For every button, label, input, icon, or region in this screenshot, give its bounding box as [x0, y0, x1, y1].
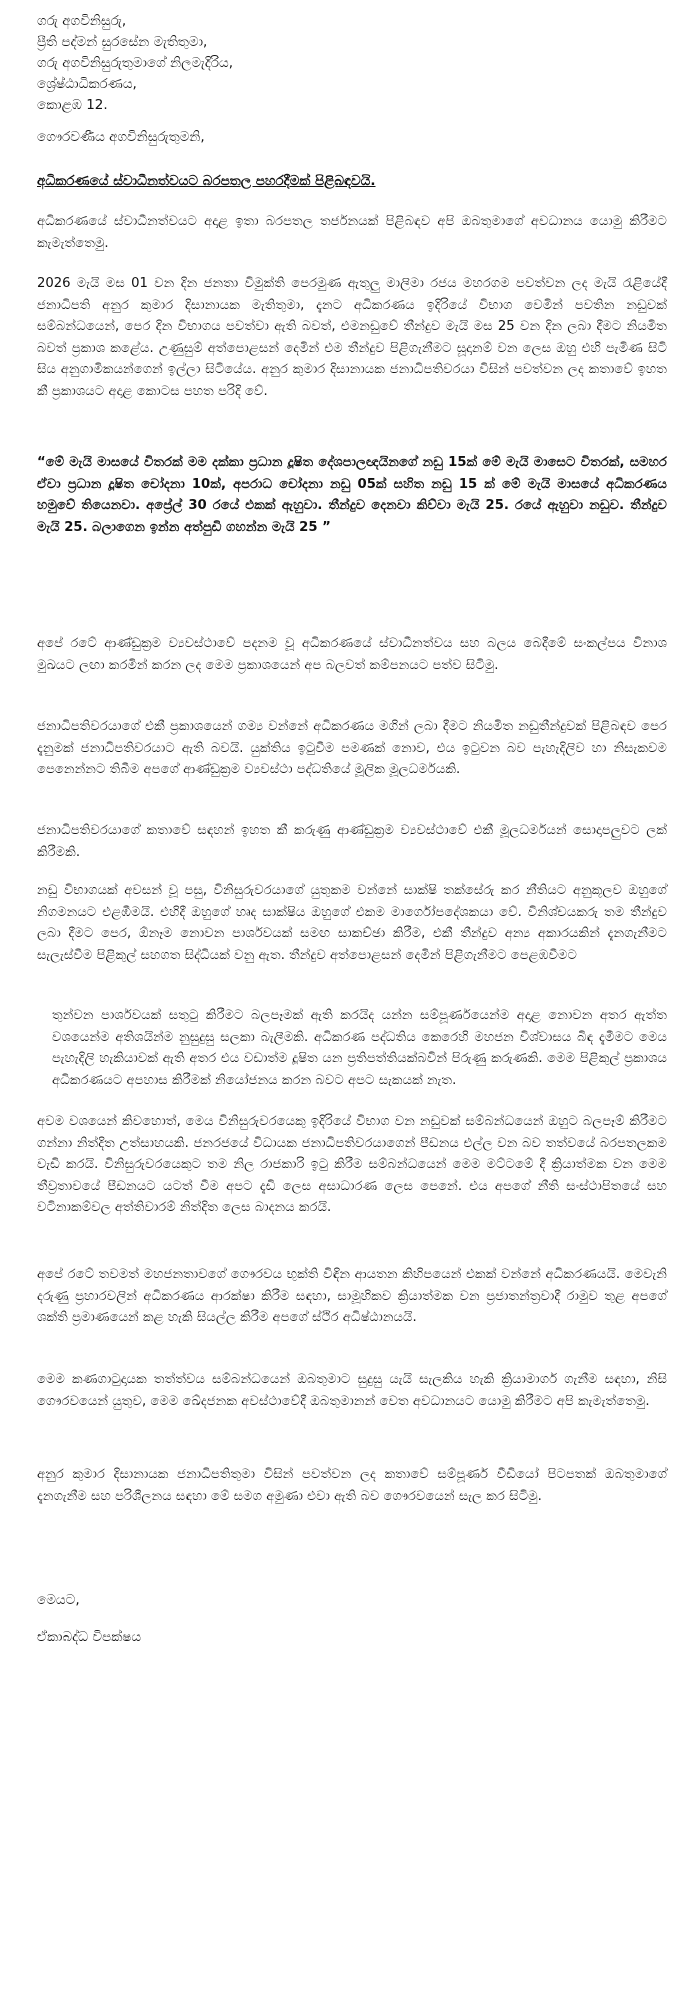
paragraph-pressure: අවම වශයෙන් කිවහොත්, මෙය විනිසුරුවරයෙකු ඉදිරියේ විභාග වන නඩුවක් සම්බන්ධයෙන් ඔහුට බලපෑම් කිරීමට ගන්නා නිත්දිත උත්සාහයකි. ජනරජයේ විධායක ජනාධිපතිවරයාගෙන් පීඩනය එල්ල වන බව තත්වයේ බරපතලකම වැඩි කරයි. විනිසුරුවරයෙකුට තම නිල රාජකාරි ඉටු කිරීම සම්බන්ධයෙන් මෙම මට්ටමේ දී ක්‍රියාත්මක වන මෙම තීව්‍රතාවයේ පීඩනයට යටත් වීම අපට දැඩි ලෙස අසාධාරණ ලෙස පෙනේ. එය අපගේ නීති සංස්ථාපිතයේ සහ වටිනාකම්වල අත්තිවාරම් නිත්දිත ලෙස බාදනය කරයි. [37, 1114, 667, 1216]
recipient-address [37, 11, 657, 116]
paragraph-shock: අපේ රටේ ආණ්ඩුක්‍රම ව්‍යවස්ථාවේ පදනම වූ අධිකරණයේ ස්වාධීනත්වය සහ බලය බෙදීමේ සංකල්පය විනාශ මුඛයට ලඟා කරමින් කරන ලද මෙම ප්‍රකාශයෙන් අප බලවත් කම්පනයට පත්ව සිටිමු. [37, 636, 667, 673]
paragraph-public-confidence: තුන්වන පාර්ශවයක් සතුටු කිරීමට බලපෑමක් ඇති කරයිද යන්න සම්පූර්ණයෙන්ම අදාළ නොවන අතර ඇත්ත වශයෙන්ම අතිශයින්ම නුසුදුසු සලකා බැලීමකි. අධිකරණ පද්ධතිය කෙරෙහි මහජන විශ්වාසය බිඳ දැමීමට මෙය පැහැදිලි හැකියාවක් ඇති අතර එය වඩාත්ම දූෂිත යන ප්‍රතිපත්තියක්බවින් පිරුණු කරුණකි. මෙම පිළිකුල් ප්‍රකාශය අධිකරණයට අපහාස කිරීමක් නියෝජනය කරන බවට අපට සැකයක් නැත. [52, 1008, 667, 1088]
closing: මෙයට, [37, 1592, 80, 1608]
paragraph-rally-statement: 2026 මැයි මස 01 වන දින ජනතා විමුක්ති පෙරමුණ ඇතුලු මාලිමා රජය මහරගම පවත්වන ලද මැයි රැළියේදී ජනාධිපති අනුර කුමාර දිසානායක මැතිතුමා, දැනට අධිකරණය ඉදිරියේ විභාග වෙමින් පවතින නඩුවක් සම්බන්ධයෙන්, පෙර දින විභාගය පවත්වා ඇති බවත්, එමනඩුවේ තීන්දුව මැයි මස 25 වන දින ලබා දීමට නියමිත බවත් ප්‍රකාශ කළේය. උණුසුම් අත්පොළසන් දෙමින් එම තීන්දුව පිළිගැනීමට සූදානම් වන ලෙස ඔහු එහි පැමිණ සිටි සිය අනුගාමිකයන්ගෙන් ඉල්ලා සිටියේය. අනුර කුමාර දිසානායක ජනාධිපතිවරයා විසින් පවත්වන ලද කතාවේ ඉහත කී ප්‍රකාශයට අදාළ කොටස පහත පරිදි වේ. [37, 276, 667, 399]
paragraph-prior-knowledge: ජනාධිපතිවරයාගේ එකී ප්‍රකාශයෙන් ගම්‍ය වන්නේ අධිකරණය මගින් ලබා දීමට නියමිත නඩුතීන්දුවක් පිළිබඳව පෙර දැනුමක් ජනාධිපතිවරයාට ඇති බවයි. යුක්තිය ඉටුවීම පමණක් නොව, එය ඉටුවන බව පැහැදිලිව හා නිසැකවම පෙනෙන්නට තිබීම අපගේ ආණ්ඩුක්‍රම ව්‍යවස්ථා පද්ධතියේ මූලික මූලධර්මයකි. [37, 719, 667, 778]
paragraph-judge-duty: නඩු විභාගයක් අවසන් වූ පසු, විනිසුරුවරයාගේ යුතුකම වන්නේ සාක්ෂි තක්සේරු කර නීතියට අනුකූලව ඔහුගේ නිගමනයට එළඹීමයි. එහිදී ඔහුගේ හෘද සාක්ෂිය ඔහුගේ එකම මාර්ගෝපදේශකයා වේ. විනිශ්චයකරු තම තීන්දුව ලබා දීමට පෙර, ඕනෑම නොවන පාර්ශවයක් සමඟ සාකච්ඡා කිරීම, එකී තීන්දුව අන්‍ය අකාරයකින් දැනගැනීමට සැලැස්වීම පිළිකුල් සහගත සිද්ධියක් වනු ඇත. තීන්දුව අත්පොළසන් දෙමින් පිළිගැනීමට පෙළඹවීමට [37, 883, 667, 963]
paragraph-video-attachment: අනුර කුමාර දිසානායක ජනාධිපතිතුමා විසින් පවත්වන ලද කතාවේ සම්පූර්ණ වීඩියෝ පිටපතක් ඔබතුමාගේ දැනගැනීම සහ පරිශීලනය සඳහා මේ සමග අමුණා එවා ඇති බව ගෞරවයෙන් සැල කර සිටිමු. [37, 1467, 667, 1504]
paragraph-institution: අපේ රටේ තවමත් මහජනතාවගේ ගෞරවය භුක්ති විඳින ආයතන කිහිපයෙන් එකක් වන්නේ අධිකරණයයි. මෙවැනි දරුණු ප්‍රහාරවලින් අධිකරණය ආරක්ෂා කිරීම සඳහා, සාමූහිකව ක්‍රියාත්මක වන ප්‍රජාතන්ත්‍රවාදී රාමුව තුළ අපගේ ශක්ති ප්‍රමාණයෙන් කළ හැකි සියල්ල කිරීම අපගේ ස්ථිර අධිෂ්ඨානයයි. [37, 1267, 667, 1326]
speech-quote: “මේ මැයි මාසයේ විතරක් මම දක්කා ප්‍රධාන දූෂිත දේශපාලඥයිනගේ නඩු 15ක් මේ මැයි මාසෙට විතරක්, සමහර ඒවා ප්‍රධාන දූෂිත චෝදනා 10ක්, අපරාධ චෝදනා නඩු 05ක් සහිත නඩු 15 ක් මේ මැයි මාසයේ අධිකරණය හමුවේ තියෙනවා. අප්‍රේල් 30 රයේ එකක් ඇහුවා. තීන්දුව දෙනවා කිව්වා මැයි 25. රයේ ඇහුවා නඩුව. තීන්දුව මැයි 25. බලාගෙන ඉන්න අත්පුඩි ගහන්න මැයි 25 ” [37, 455, 667, 535]
paragraph-principles: ජනාධිපතිවරයාගේ කතාවේ සඳහන් ඉහත කී කරුණු ආණ්ඩුක්‍රම ව්‍යවස්ථාවේ එකී මූලධර්මයන් සොදාපලුවට ලක් කිරීමකි. [37, 823, 667, 860]
paragraph-request: මෙම කණගාටුදායක තත්ත්වය සම්බන්ධයෙන් ඔබතුමාට සුදුසු යැයි සැලකිය හැකි ක්‍රියාමාර්ග ගැනීම සඳහා, නිසි ගෞරවයෙන් යුතුව, මෙම ඛේදජනක අවස්ථාවේදී ඔබතුමානන් වෙත අවධානයට යොමු කිරීමට අපි කැමැත්තෙමු. [37, 1372, 667, 1409]
address-line: කොළඹ 12. [37, 97, 108, 113]
address-line: ගරු අගවිනිසුරුතුමාගේ නිලමැදිරිය, [37, 55, 233, 71]
address-line: ප්‍රීති පද්මන් සුරසේන මැතිතුමා, [37, 34, 208, 50]
address-line: ගරු අගවිනිසුරු, [37, 13, 127, 29]
signature: ඒකාබද්ධ විපක්ෂය [37, 1629, 142, 1645]
paragraph-intro: අධිකරණයේ ස්වාධීනත්වයට අදාළ ඉතා බරපතල තර්ජනයක් පිළිබඳව අපි ඔබතුමාගේ අවධානය යොමු කිරීමට කැමැත්තෙමු. [37, 214, 667, 251]
subject-heading: අධිකරණයේ ස්වාධීනත්වයට බරපතල පහරදීමක් පිළිබඳවයි. [37, 173, 376, 189]
salutation: ගෞරවණීය අගවිනිසුරුතුමනි, [37, 129, 205, 145]
address-line: ශ්‍රේෂ්ඨාධිකරණය, [37, 76, 137, 92]
